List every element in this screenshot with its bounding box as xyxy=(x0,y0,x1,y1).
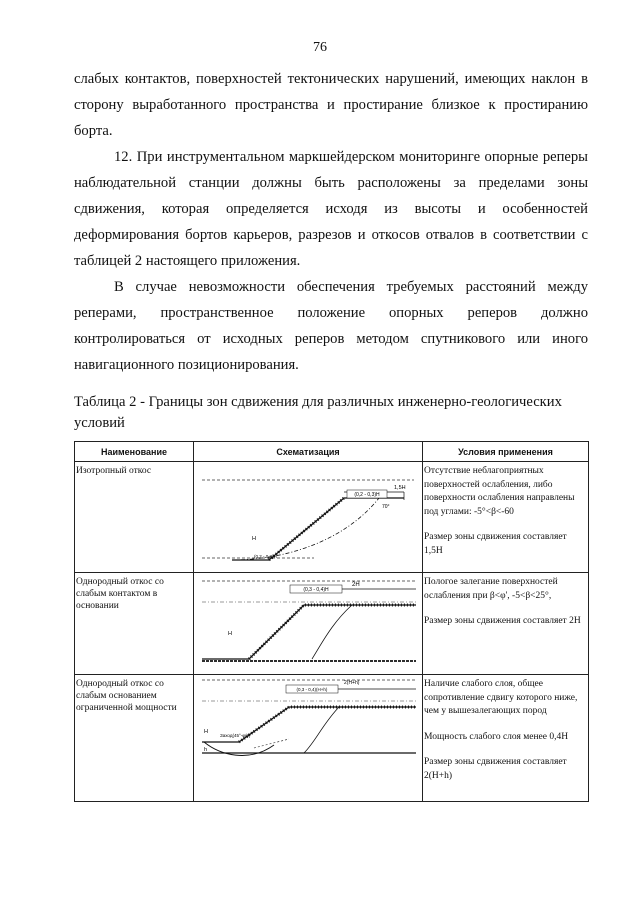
height-label: H xyxy=(228,631,232,637)
top-label: 2(H+h) xyxy=(344,680,360,686)
table-row xyxy=(75,462,589,573)
conditions-cell xyxy=(423,573,589,675)
row-name: Однородный откос со слабым контактом в основании xyxy=(75,573,194,675)
isotropic-slope-diagram xyxy=(194,462,423,572)
paragraph-continuation: слабых контактов, поверхностей тектонических нарушений, имеющих наклон в сторону выработанного пространства и простирание близкое к простиранию борта. xyxy=(74,71,588,139)
condition-text: Пологое залегание поверхностей ослабления при β<φ', -5<β<25°, xyxy=(424,577,558,601)
angle-label: 70° xyxy=(382,504,390,510)
table-caption: Таблица 2 - Границы зон сдвижения для различных инженерно-геологических условий xyxy=(74,394,562,431)
toe-label: (0,2 - 0,3)H xyxy=(254,554,277,559)
condition-text: Отсутствие неблагоприятных поверхностей ослабления, либо поверхности ослабления направлены под углами: -5°<β<-60 xyxy=(424,466,575,517)
angle-label: Заход(45°-φ/2) xyxy=(220,733,251,738)
condition-text: Мощность слабого слоя менее 0,4H xyxy=(424,731,569,742)
dim-label: (0,2 - 0,3)H xyxy=(354,492,380,498)
paragraph-12: 12. При инструментальном маркшейдерском мониторинге опорные реперы наблюдательной станции должны быть расположены за пределами зоны сдвижения, которая определяется исходя из высоты и особенностей деформирования бортов карьеров, разрезов и откосов отвалов в соответствии с таблицей 2 настоящего приложения. xyxy=(74,149,588,269)
height-label: H xyxy=(252,536,256,542)
page-number: 76 xyxy=(313,40,327,55)
condition-text: Размер зоны сдвижения составляет 1,5H xyxy=(424,532,567,556)
base-label: h xyxy=(204,747,208,753)
row-name: Изотропный откос xyxy=(75,462,194,573)
paragraph-benchmarks: В случае невозможности обеспечения требуемых расстояний между реперами, пространственное положение опорных реперов должно контролироваться от исходных реперов методом спутникового или иного навигационного позиционирования. xyxy=(74,279,588,373)
schema-cell xyxy=(194,462,423,573)
table-header-row xyxy=(75,442,589,462)
condition-text: Наличие слабого слоя, общее сопротивление сдвигу которого ниже, чем у вышезалегающих пород xyxy=(424,679,578,716)
top-label: 1,5H xyxy=(394,485,406,491)
zones-table xyxy=(74,441,589,802)
header-schema: Схематизация xyxy=(194,442,423,462)
top-label: 2H xyxy=(352,582,360,588)
condition-text: Размер зоны сдвижения составляет 2H xyxy=(424,616,581,626)
table-row xyxy=(75,675,589,802)
dim-label: (0,3 - 0,4)H xyxy=(303,587,329,593)
weak-contact-slope-diagram xyxy=(194,573,423,674)
conditions-cell xyxy=(423,462,589,573)
header-conditions: Условия применения xyxy=(423,442,589,462)
schema-cell xyxy=(194,675,423,802)
schema-cell xyxy=(194,573,423,675)
dim-label: (0,3 - 0,4)(H+h) xyxy=(296,687,328,692)
weak-base-slope-diagram xyxy=(194,675,423,801)
header-name: Наименование xyxy=(75,442,194,462)
row-name: Однородный откос со слабым основанием ограниченной мощности xyxy=(75,675,194,802)
height-label: H xyxy=(204,729,208,735)
conditions-cell xyxy=(423,675,589,802)
table-row xyxy=(75,573,589,675)
condition-text: Размер зоны сдвижения составляет 2(H+h) xyxy=(424,757,567,781)
